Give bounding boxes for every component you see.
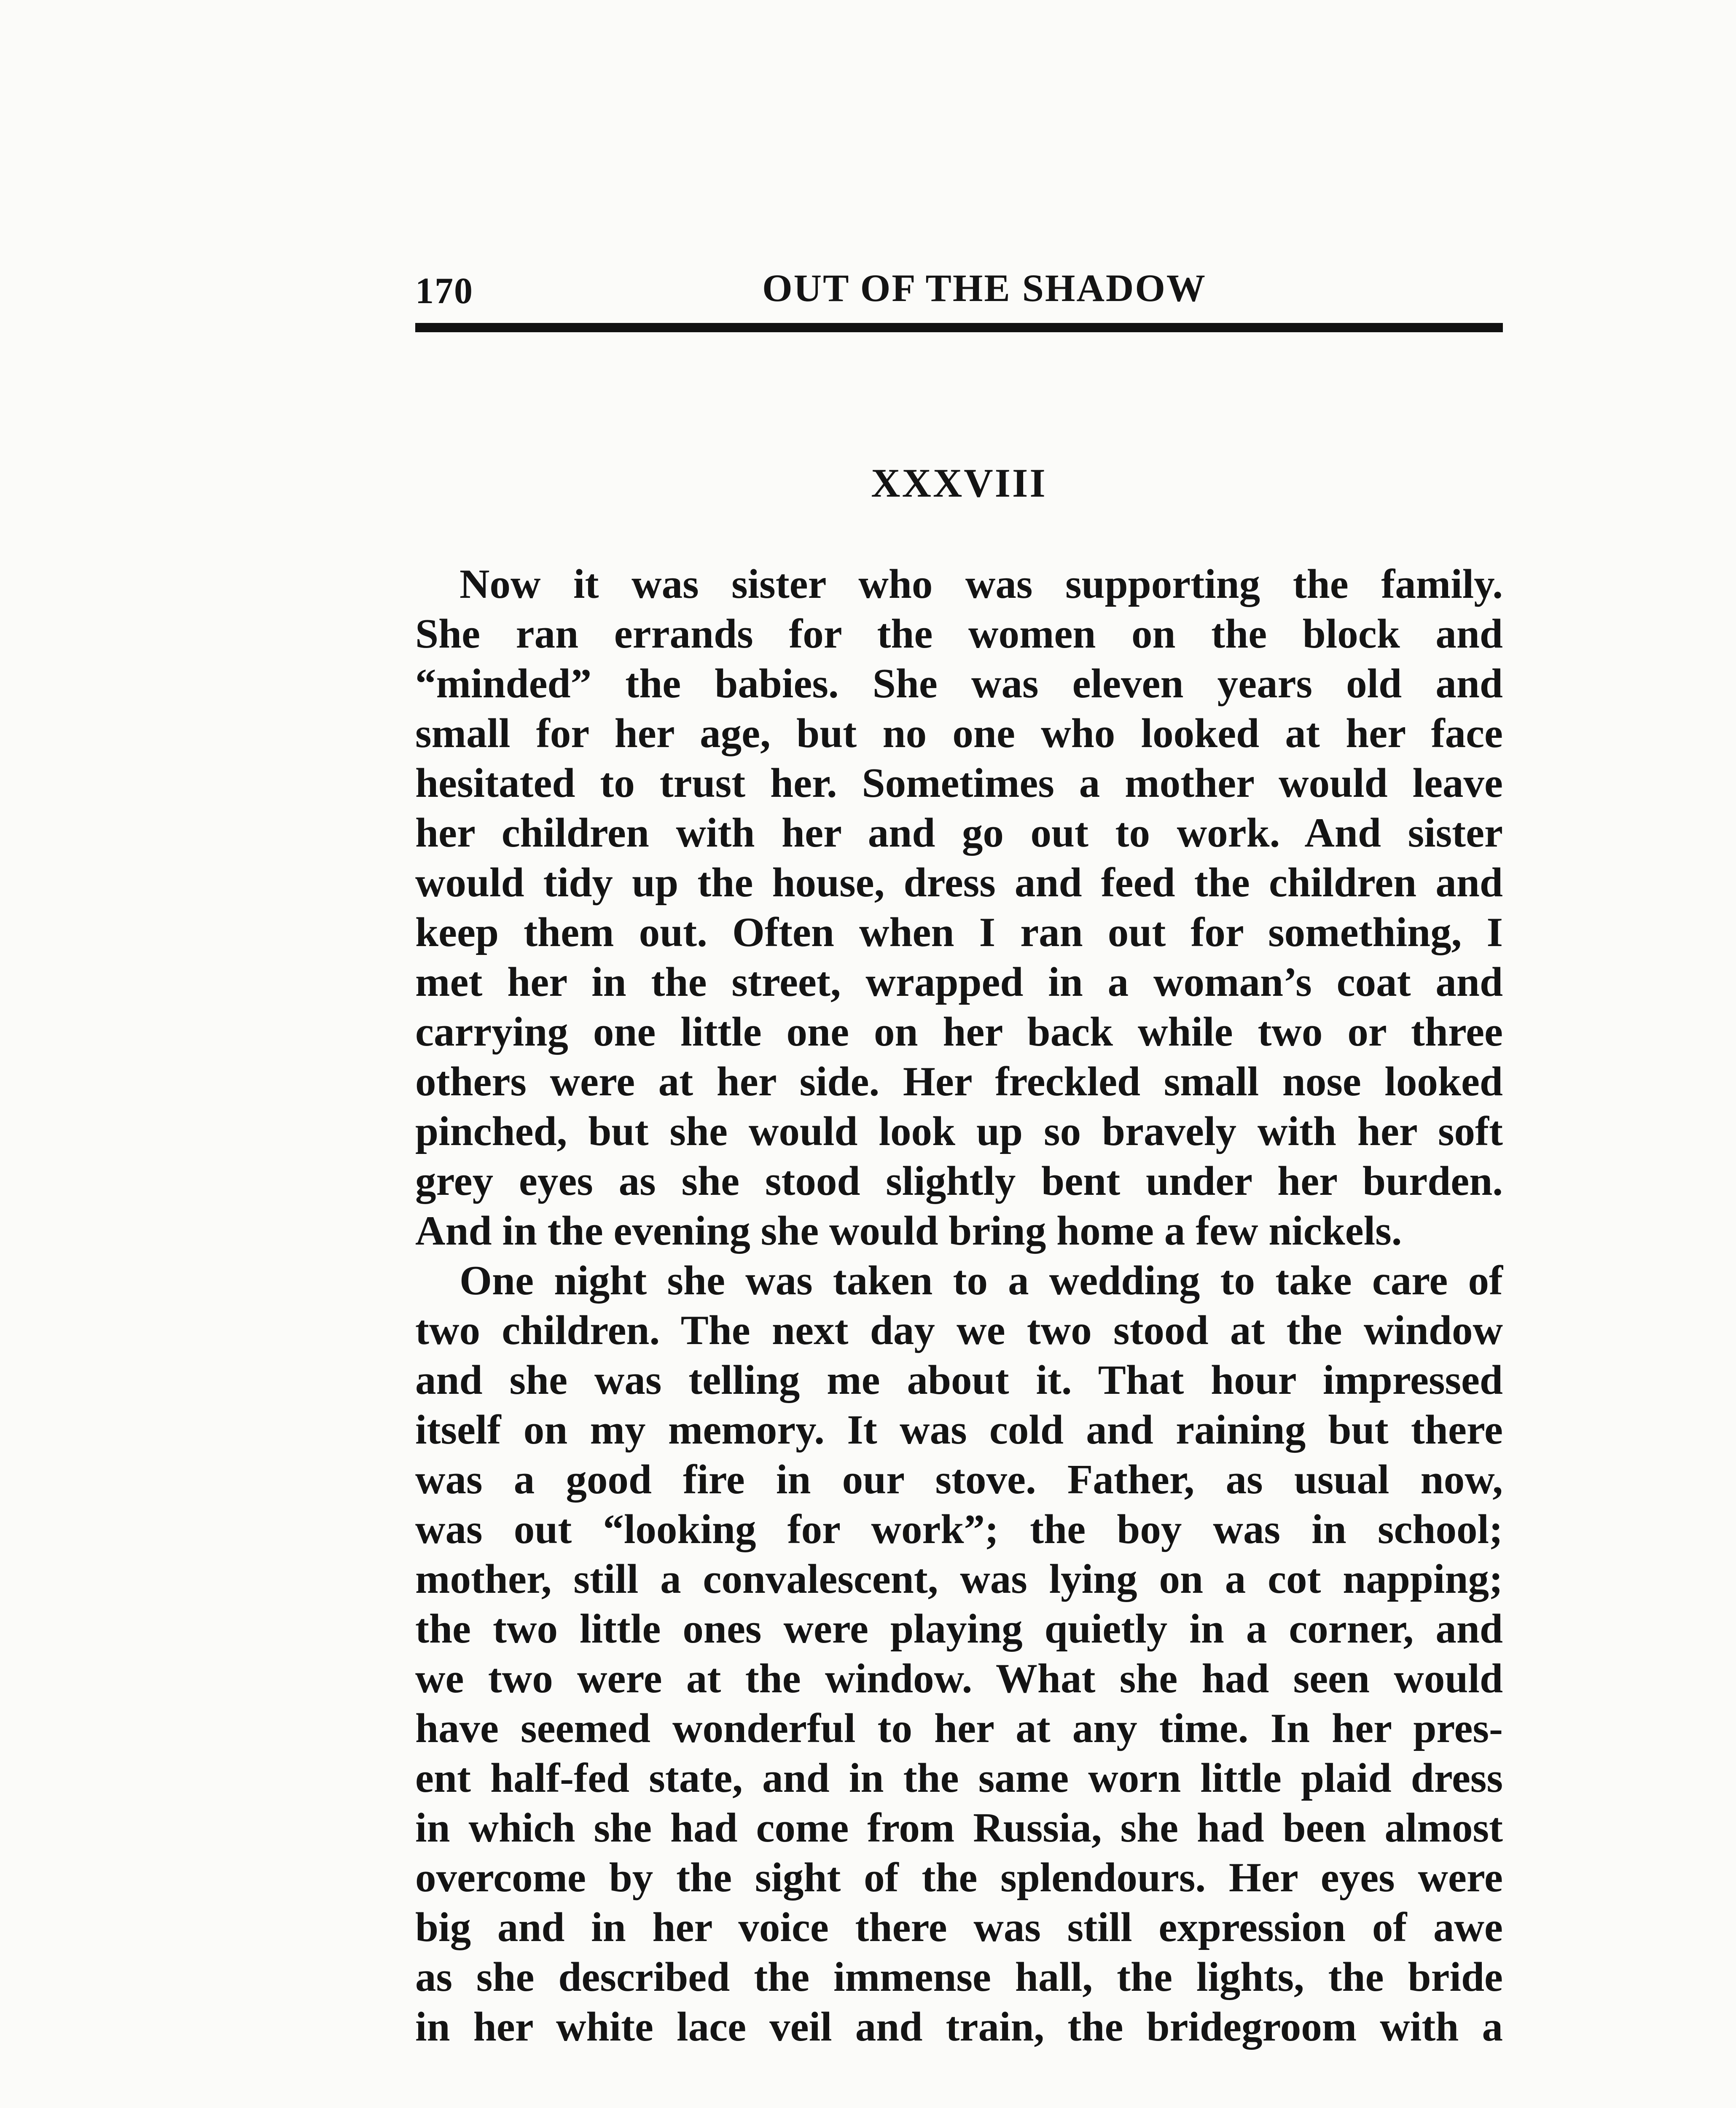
text-line: her children with her and go out to work. And sister [415, 810, 1503, 856]
text-line: in which she had come from Russia, she had been almost [415, 1805, 1503, 1851]
text-line: and she was telling me about it. That hour impressed [415, 1357, 1503, 1403]
text-line: others were at her side. Her freckled small nose looked [415, 1059, 1503, 1105]
header-rule [415, 323, 1503, 332]
chapter-number: XXXVIII [871, 460, 1047, 505]
running-head [415, 261, 1503, 320]
text-line: would tidy up the house, dress and feed the children and [415, 860, 1503, 906]
text-line: met her in the street, wrapped in a woman’s coat and [415, 959, 1503, 1005]
text-line: big and in her voice there was still expression of awe [415, 1904, 1503, 1950]
text-line: mother, still a convalescent, was lying on a cot napping; [415, 1556, 1503, 1602]
text-line: two children. The next day we two stood at the window [415, 1307, 1503, 1353]
text-line: ent half-fed state, and in the same worn little plaid dress [415, 1755, 1503, 1801]
text-line: as she described the immense hall, the lights, the bride [415, 1954, 1503, 2000]
text-line: was out “looking for work”; the boy was in school; [415, 1506, 1503, 1552]
text-line: hesitated to trust her. Sometimes a mother would leave [415, 760, 1503, 806]
text-line: grey eyes as she stood slightly bent under her burden. [415, 1158, 1503, 1204]
text-line: Now it was sister who was supporting the family. [460, 561, 1503, 607]
text-line: was a good fire in our stove. Father, as usual now, [415, 1457, 1503, 1503]
text-line: we two were at the window. What she had seen would [415, 1656, 1503, 1702]
page-number: 170 [415, 271, 473, 312]
text-line: itself on my memory. It was cold and raining but there [415, 1407, 1503, 1453]
text-line: One night she was taken to a wedding to take care of [460, 1258, 1503, 1304]
text-line: pinched, but she would look up so bravely with her soft [415, 1108, 1503, 1154]
running-title: OUT OF THE SHADOW [762, 266, 1207, 309]
text-line: carrying one little one on her back while two or three [415, 1009, 1503, 1055]
body-text [415, 559, 1503, 2052]
text-line: overcome by the sight of the splendours. Her eyes were [415, 1855, 1503, 1901]
text-line: She ran errands for the women on the block and [415, 611, 1503, 657]
text-line: And in the evening she would bring home a few nickels. [415, 1208, 1402, 1254]
text-line: keep them out. Often when I ran out for something, I [415, 909, 1503, 955]
text-line: the two little ones were playing quietly in a corner, and [415, 1606, 1503, 1652]
text-line: have seemed wonderful to her at any time. In her pres- [415, 1705, 1503, 1751]
text-line: in her white lace veil and train, the bridegroom with a [415, 2004, 1503, 2050]
text-line: small for her age, but no one who looked at her face [415, 710, 1503, 756]
text-line: “minded” the babies. She was eleven years old and [415, 661, 1503, 707]
